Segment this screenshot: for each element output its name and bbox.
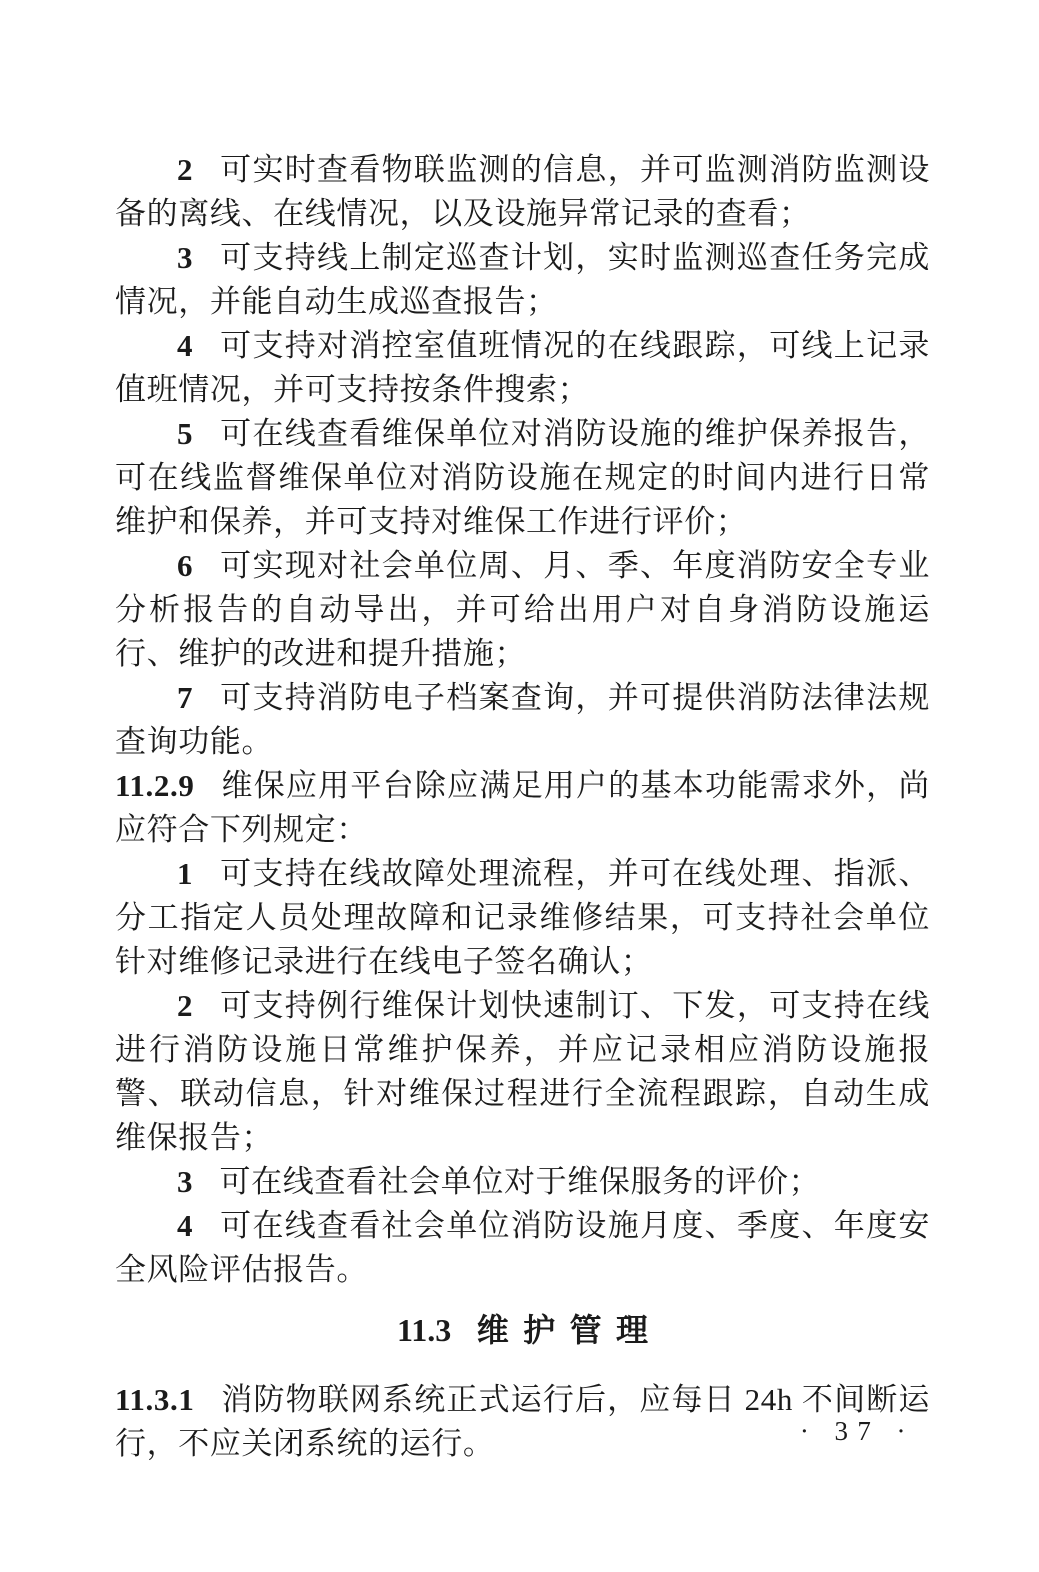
clause-text: 维保应用平台除应满足用户的基本功能需求外，尚应符合下列规定：: [115, 768, 930, 847]
list-item-4: [115, 324, 930, 412]
item-number: 4: [177, 328, 194, 363]
item-number: 3: [177, 240, 194, 275]
item-number: 2: [177, 988, 194, 1023]
list-item-2: [115, 148, 930, 236]
item-text: 可支持对消控室值班情况的在线跟踪，可线上记录值班情况，并可支持按条件搜索；: [115, 328, 930, 407]
item-number: 5: [177, 416, 194, 451]
section-title: 维护管理: [476, 1312, 663, 1348]
clause-number: 11.2.9: [115, 768, 195, 803]
list-item-3: [115, 236, 930, 324]
section-number: 11.3: [396, 1312, 452, 1348]
item-text: 可在线查看社会单位对于维保服务的评价；: [219, 1164, 821, 1199]
list-item-6: [115, 544, 930, 676]
list-item-2b: [115, 984, 930, 1160]
page-number: · 37 ·: [799, 1416, 915, 1446]
clause-11-2-9: [115, 764, 930, 852]
clause-text: 消防物联网系统正式运行后，应每日 24h 不间断运行，不应关闭系统的运行。: [115, 1382, 930, 1461]
item-text: 可实时查看物联监测的信息，并可监测消防监测设备的离线、在线情况，以及设施异常记录的查看；: [115, 152, 930, 231]
item-number: 6: [177, 548, 194, 583]
item-number: 7: [177, 680, 194, 715]
item-text: 可支持线上制定巡查计划，实时监测巡查任务完成情况，并能自动生成巡查报告；: [115, 240, 930, 319]
item-text: 可在线查看社会单位消防设施月度、季度、年度安全风险评估报告。: [115, 1208, 930, 1287]
item-text: 可支持在线故障处理流程，并可在线处理、指派、分工指定人员处理故障和记录维修结果，可支持社会单位针对维修记录进行在线电子签名确认；: [115, 856, 930, 979]
list-item-5: [115, 412, 930, 544]
section-heading: [115, 1308, 930, 1352]
clause-number: 11.3.1: [115, 1382, 195, 1417]
item-number: 2: [177, 152, 194, 187]
item-text: 可实现对社会单位周、月、季、年度消防安全专业分析报告的自动导出，并可给出用户对自身消防设施运行、维护的改进和提升措施；: [115, 548, 930, 671]
list-item-7: [115, 676, 930, 764]
list-item-3b: [115, 1160, 930, 1204]
item-text: 可在线查看维保单位对消防设施的维护保养报告，可在线监督维保单位对消防设施在规定的时间内进行日常维护和保养，并可支持对维保工作进行评价；: [115, 416, 930, 539]
item-number: 3: [177, 1164, 194, 1199]
item-number: 4: [177, 1208, 194, 1243]
item-number: 1: [177, 856, 194, 891]
list-item-1: [115, 852, 930, 984]
list-item-4b: [115, 1204, 930, 1292]
item-text: 可支持消防电子档案查询，并可提供消防法律法规查询功能。: [115, 680, 930, 759]
item-text: 可支持例行维保计划快速制订、下发，可支持在线进行消防设施日常维护保养，并应记录相应消防设施报警、联动信息，针对维保过程进行全流程跟踪，自动生成维保报告；: [115, 988, 930, 1155]
